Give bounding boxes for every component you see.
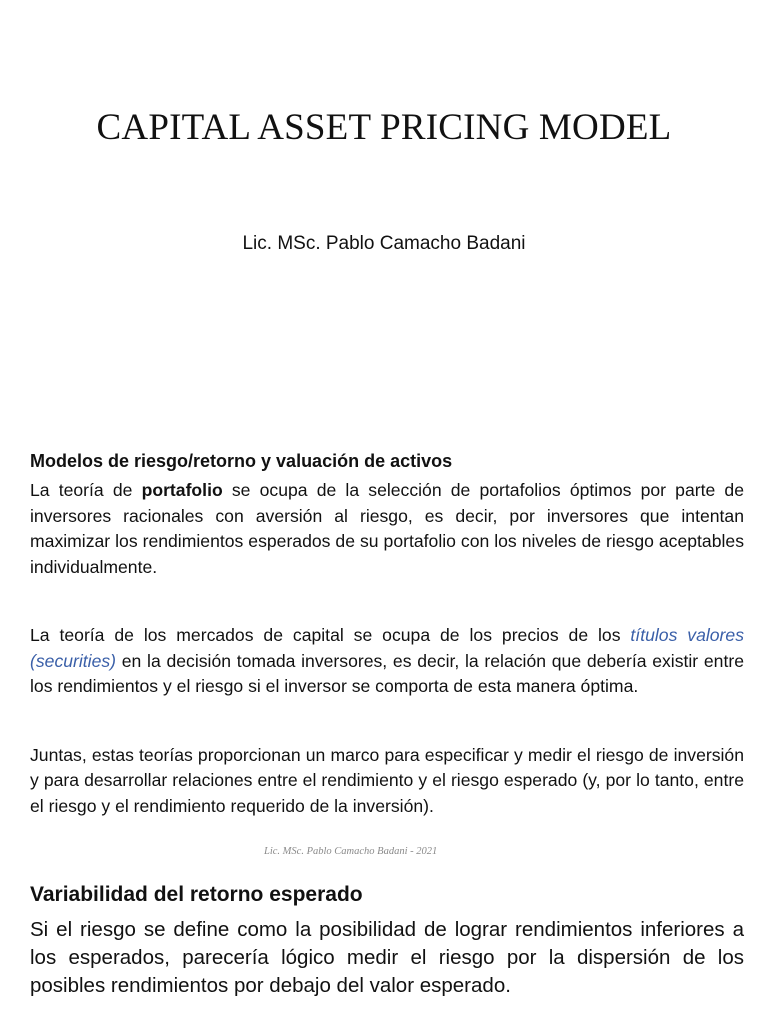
section-heading: Modelos de riesgo/retorno y valuación de activos: [30, 451, 453, 471]
titulos-valores-link[interactable]: títulos valores (securities): [30, 625, 744, 671]
text-segment: La teoría de: [30, 480, 142, 500]
bold-term: portafolio: [141, 480, 223, 500]
paragraph-juntas: Juntas, estas teorías proporcionan un marco para especificar y medir el riesgo de inversión y para desarrollar relaciones entre el rendimiento y el riesgo esperado (y, por lo tanto, entre el riesgo y el rendimiento requerido de la inversión).: [30, 744, 744, 816]
text-segment: La teoría de los mercados de capital se ocupa de los precios de los: [30, 625, 631, 645]
text-segment: se ocupa de la selección de portafolios óptimos por parte de inversores racionales con aversión al riesgo, es decir, por inversores que intentan maximizar los rendimientos esperados de su portafolio con los niveles de riesgo aceptables individualmente.: [30, 480, 744, 577]
footer-note: Lic. MSc. Pablo Camacho Badani - 2021: [264, 846, 438, 857]
paragraph-mercados: [30, 623, 744, 700]
paragraph-portafolio: [30, 478, 744, 580]
section-riesgo-retorno: [30, 448, 744, 819]
text-segment: en la decisión tomada inversores, es decir, la relación que debería existir entre los rendimientos y el riesgo si el inversor se comporta de esta manera óptima.: [30, 650, 744, 696]
paragraph-variabilidad: Si el riesgo se define como la posibilidad de lograr rendimientos inferiores a los esperados, parecería lógico medir el riesgo por la dispersión de los posibles rendimientos por debajo del valor esperado.: [30, 918, 744, 997]
section-heading-variabilidad: Variabilidad del retorno esperado: [30, 883, 363, 906]
slide-title: CAPITAL ASSET PRICING MODEL: [96, 107, 672, 148]
slide-author: Lic. MSc. Pablo Camacho Badani: [242, 233, 526, 254]
